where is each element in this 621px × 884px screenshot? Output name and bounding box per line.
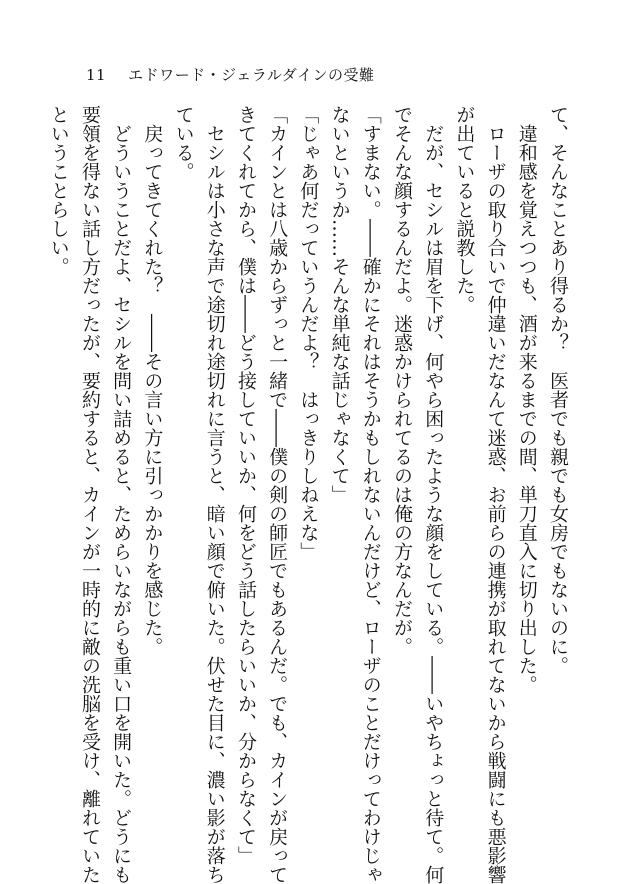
text-line: ローザの取り合いで仲違いだなんて迷惑、お前らの連携が取れてないから戦闘にも悪影響 <box>484 105 507 884</box>
text-line: でそんな顔するんだよ。迷惑かけられてるのは俺の方なんだが。 <box>390 105 413 656</box>
text-line: 「カインとは八歳からずっと一緒で――僕の剣の師匠でもあるんだ。でも、カインが戻って <box>266 105 289 884</box>
text-line: どういうことだよ、セシルを問い詰めると、ためらいながらも重い口を開いた。どうにも <box>110 105 133 884</box>
body-text <box>47 105 573 884</box>
text-line: きてくれてから、僕は――どう接していいか、何をどう話したらいいか、分からなくて」 <box>234 105 257 865</box>
text-line: 要領を得ない話し方だったが、要約すると、カインが一時的に敵の洗脳を受け、離れていた <box>78 105 101 884</box>
text-line: 「じゃあ何だっていうんだよ？ はっきりしねえな」 <box>297 105 320 561</box>
text-line: ないというか……そんな単純な話じゃなくて」 <box>328 105 351 504</box>
text-line: セシルは小さな声で途切れ途切れに言うと、暗い顔で俯いた。伏せた目に、濃い影が落ち <box>203 105 226 884</box>
text-line: 「すまない。――確かにそれはそうかもしれないんだけど、ローザのことだけってわけじゃ <box>359 105 382 884</box>
text-line: だが、セシルは眉を下げ、何やら困ったような顔をしている。――いやちょっと待て。何 <box>422 105 445 884</box>
text-line: ている。 <box>172 105 195 181</box>
page-header <box>86 66 374 84</box>
page-number: 11 <box>86 66 107 84</box>
text-line: て、そんなことあり得るか？ 医者でも親でも女房でもないのに。 <box>547 105 569 675</box>
running-title: エドワード・ジェラルダインの受難 <box>128 66 375 84</box>
text-line: 違和感を覚えつつも、酒が来るまでの間、単刀直入に切り出した。 <box>515 105 538 694</box>
text-line: ということらしい。 <box>47 105 70 276</box>
text-line: が出ていると説教した。 <box>453 105 476 314</box>
text-line: 戻ってきてくれた？ ――その言い方に引っかかりを感じた。 <box>141 105 164 656</box>
